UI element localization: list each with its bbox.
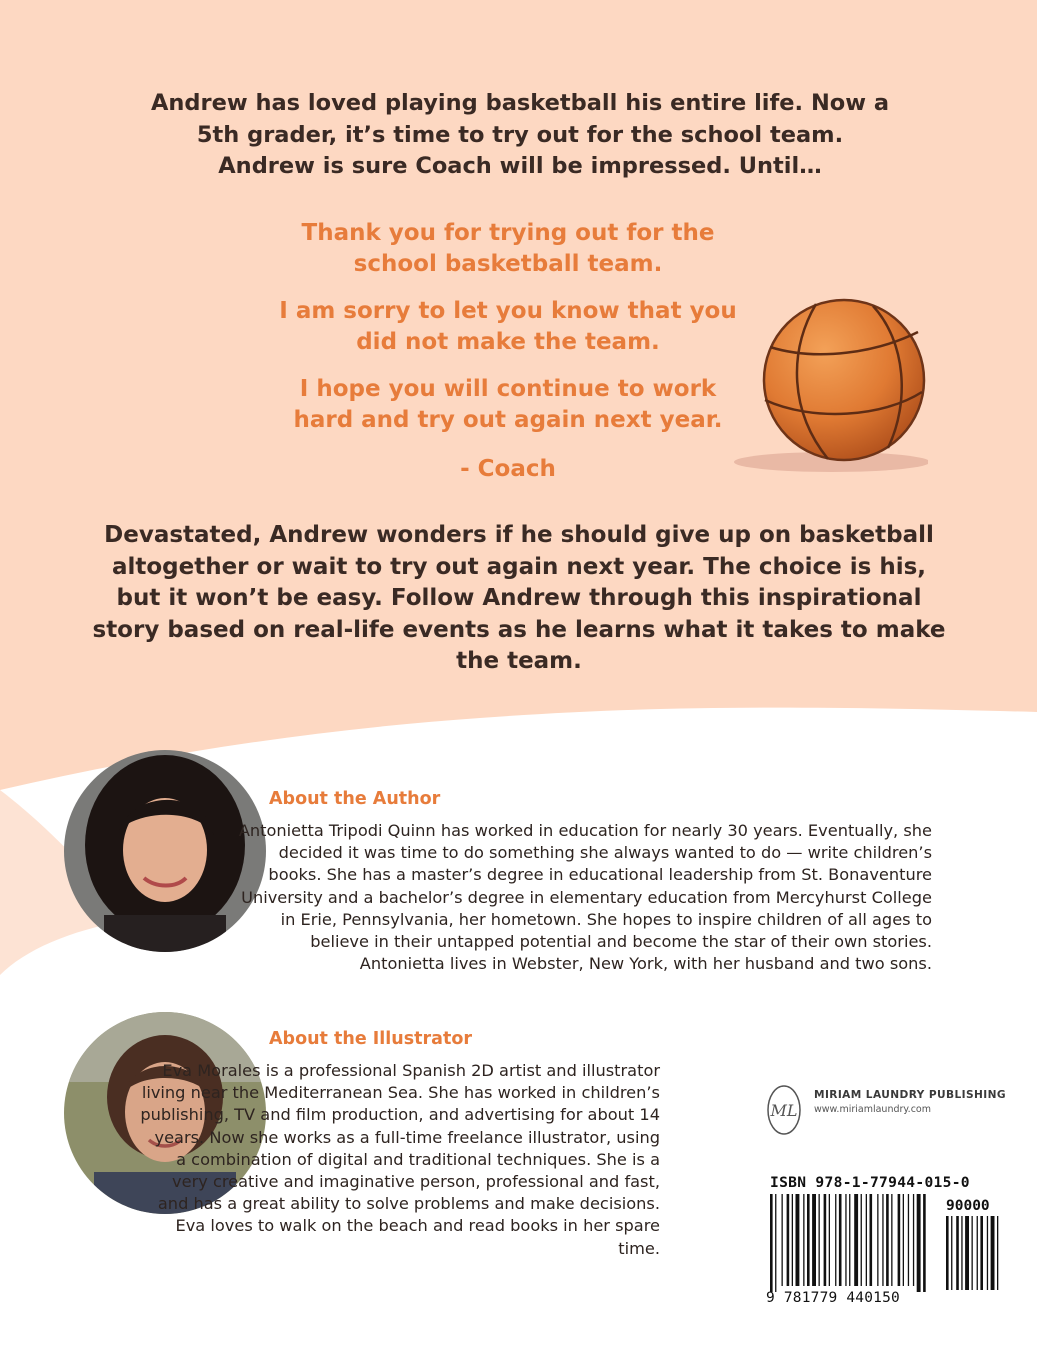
addon-code: 90000 [946, 1198, 990, 1214]
publisher-url: www.miriamlaundry.com [814, 1104, 931, 1115]
letter-signature: - Coach [460, 456, 556, 482]
publisher-name: MIRIAM LAUNDRY PUBLISHING [814, 1089, 1006, 1101]
isbn-label: ISBN 978-1-77944-015-0 [770, 1174, 970, 1191]
blurb-bottom: Devastated, Andrew wonders if he should give up on basketball altogether or wait to try out again next year. The choice is his, but it won’t be easy. Follow Andrew through this inspirational story based on real-life events as he learns what it takes to make the team. [92, 522, 946, 674]
letter-paragraph-3: I hope you will continue to work hard and try out again next year. [293, 376, 723, 433]
illustrator-bio: Eva Morales is a professional Spanish 2D artist and illustrator living near the Mediterranean Sea. She has worked in children’s publishing, TV and film production, and advertising for about 14 years. Now she works as a full-time freelance illustrator, using a combination of digital and traditional techniques. She is a very creative and imaginative person, professional and fast, and has a great ability to solve problems and make decisions. Eva loves to walk on the beach and read books in her spare time. [140, 1061, 660, 1258]
author-bio: Antonietta Tripodi Quinn has worked in education for nearly 30 years. Eventually, she decided it was time to do something she always wanted to do — write children’s books. She has a master’s degree in educational leadership from St. Bonaventure University and a bachelor’s degree in elementary education from Mercyhurst College in Erie, Pennsylvania, her hometown. She hopes to inspire children of all ages to believe in their untapped potential and become the star of their own stories. Antonietta lives in Webster, New York, with her husband and two sons. [238, 821, 932, 974]
illustrator-heading: About the Illustrator [269, 1029, 473, 1049]
publisher-monogram: ML [770, 1101, 798, 1120]
basketball-illustration [728, 292, 928, 482]
letter-paragraph-1: Thank you for trying out for the school basketball team. [301, 220, 715, 277]
barcode-digits: 9 781779 440150 [766, 1290, 900, 1306]
blurb-top: Andrew has loved playing basketball his entire life. Now a 5th grader, it’s time to try out for the school team. Andrew is sure Coach will be impressed. Until… [150, 90, 890, 179]
coach-letter [270, 218, 746, 501]
letter-paragraph-2: I am sorry to let you know that you did not make the team. [279, 298, 737, 355]
author-heading: About the Author [269, 789, 441, 809]
